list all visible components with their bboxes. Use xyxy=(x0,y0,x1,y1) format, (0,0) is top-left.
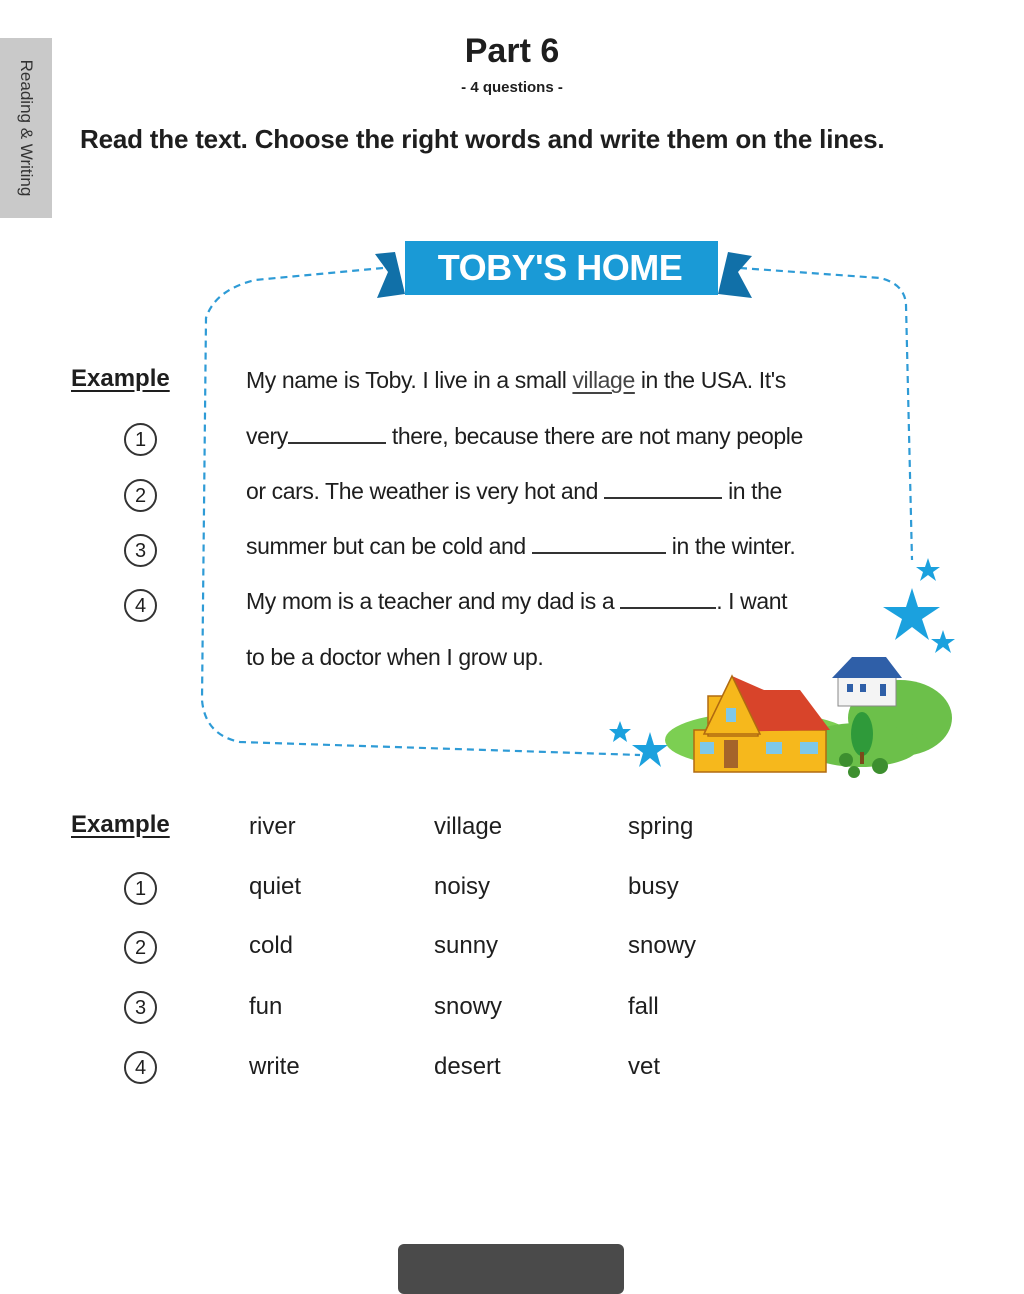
question-number-2: 2 xyxy=(124,479,157,512)
story-line-5: to be a doctor when I grow up. xyxy=(246,644,544,670)
option-word[interactable]: busy xyxy=(628,873,679,900)
option-word[interactable]: vet xyxy=(628,1053,661,1080)
option-word[interactable]: snowy xyxy=(434,993,503,1020)
story-example-label: Example xyxy=(71,365,170,392)
story-line-example: My name is Toby. I live in a small village in the USA. It's xyxy=(246,367,786,393)
option-word[interactable]: write xyxy=(249,1053,300,1080)
answer-blank-1[interactable] xyxy=(288,424,386,444)
option-word[interactable]: village xyxy=(434,813,503,840)
option-word[interactable]: desert xyxy=(434,1053,501,1080)
answer-blank-3[interactable] xyxy=(532,534,666,554)
question-number-3: 3 xyxy=(124,534,157,567)
story-line-2: or cars. The weather is very hot and in the xyxy=(246,478,782,504)
story-line-4: My mom is a teacher and my dad is a . I want xyxy=(246,588,788,614)
story-title: TOBY'S HOME xyxy=(437,247,683,288)
question-count: - 4 questions - xyxy=(461,79,563,96)
bottom-toolbar[interactable] xyxy=(398,1244,624,1294)
option-word[interactable]: fall xyxy=(628,993,659,1020)
answer-blank-4[interactable] xyxy=(620,589,716,609)
option-number-3: 3 xyxy=(124,991,157,1024)
option-word[interactable]: cold xyxy=(249,932,294,959)
page-title: Part 6 xyxy=(464,32,560,70)
question-number-4: 4 xyxy=(124,589,157,622)
option-word[interactable]: spring xyxy=(628,813,694,840)
instruction-text: Read the text. Choose the right words and write them on the lines. xyxy=(80,124,885,154)
section-tab-label: Reading & Writing xyxy=(17,59,36,197)
option-word[interactable]: quiet xyxy=(249,873,302,900)
story-line-3: summer but can be cold and in the winter. xyxy=(246,533,796,559)
option-word[interactable]: river xyxy=(249,813,296,840)
option-word[interactable]: snowy xyxy=(628,932,697,959)
options-example-label: Example xyxy=(71,811,170,838)
example-answer: village xyxy=(572,367,635,393)
village-illustration xyxy=(665,657,952,778)
option-number-4: 4 xyxy=(124,1051,157,1084)
option-word[interactable]: sunny xyxy=(434,932,499,959)
story-line-1: very there, because there are not many people xyxy=(246,423,803,449)
option-word[interactable]: fun xyxy=(249,993,283,1020)
option-number-2: 2 xyxy=(124,931,157,964)
option-word[interactable]: noisy xyxy=(434,873,491,900)
question-number-1: 1 xyxy=(124,423,157,456)
answer-blank-2[interactable] xyxy=(604,479,722,499)
option-number-1: 1 xyxy=(124,872,157,905)
